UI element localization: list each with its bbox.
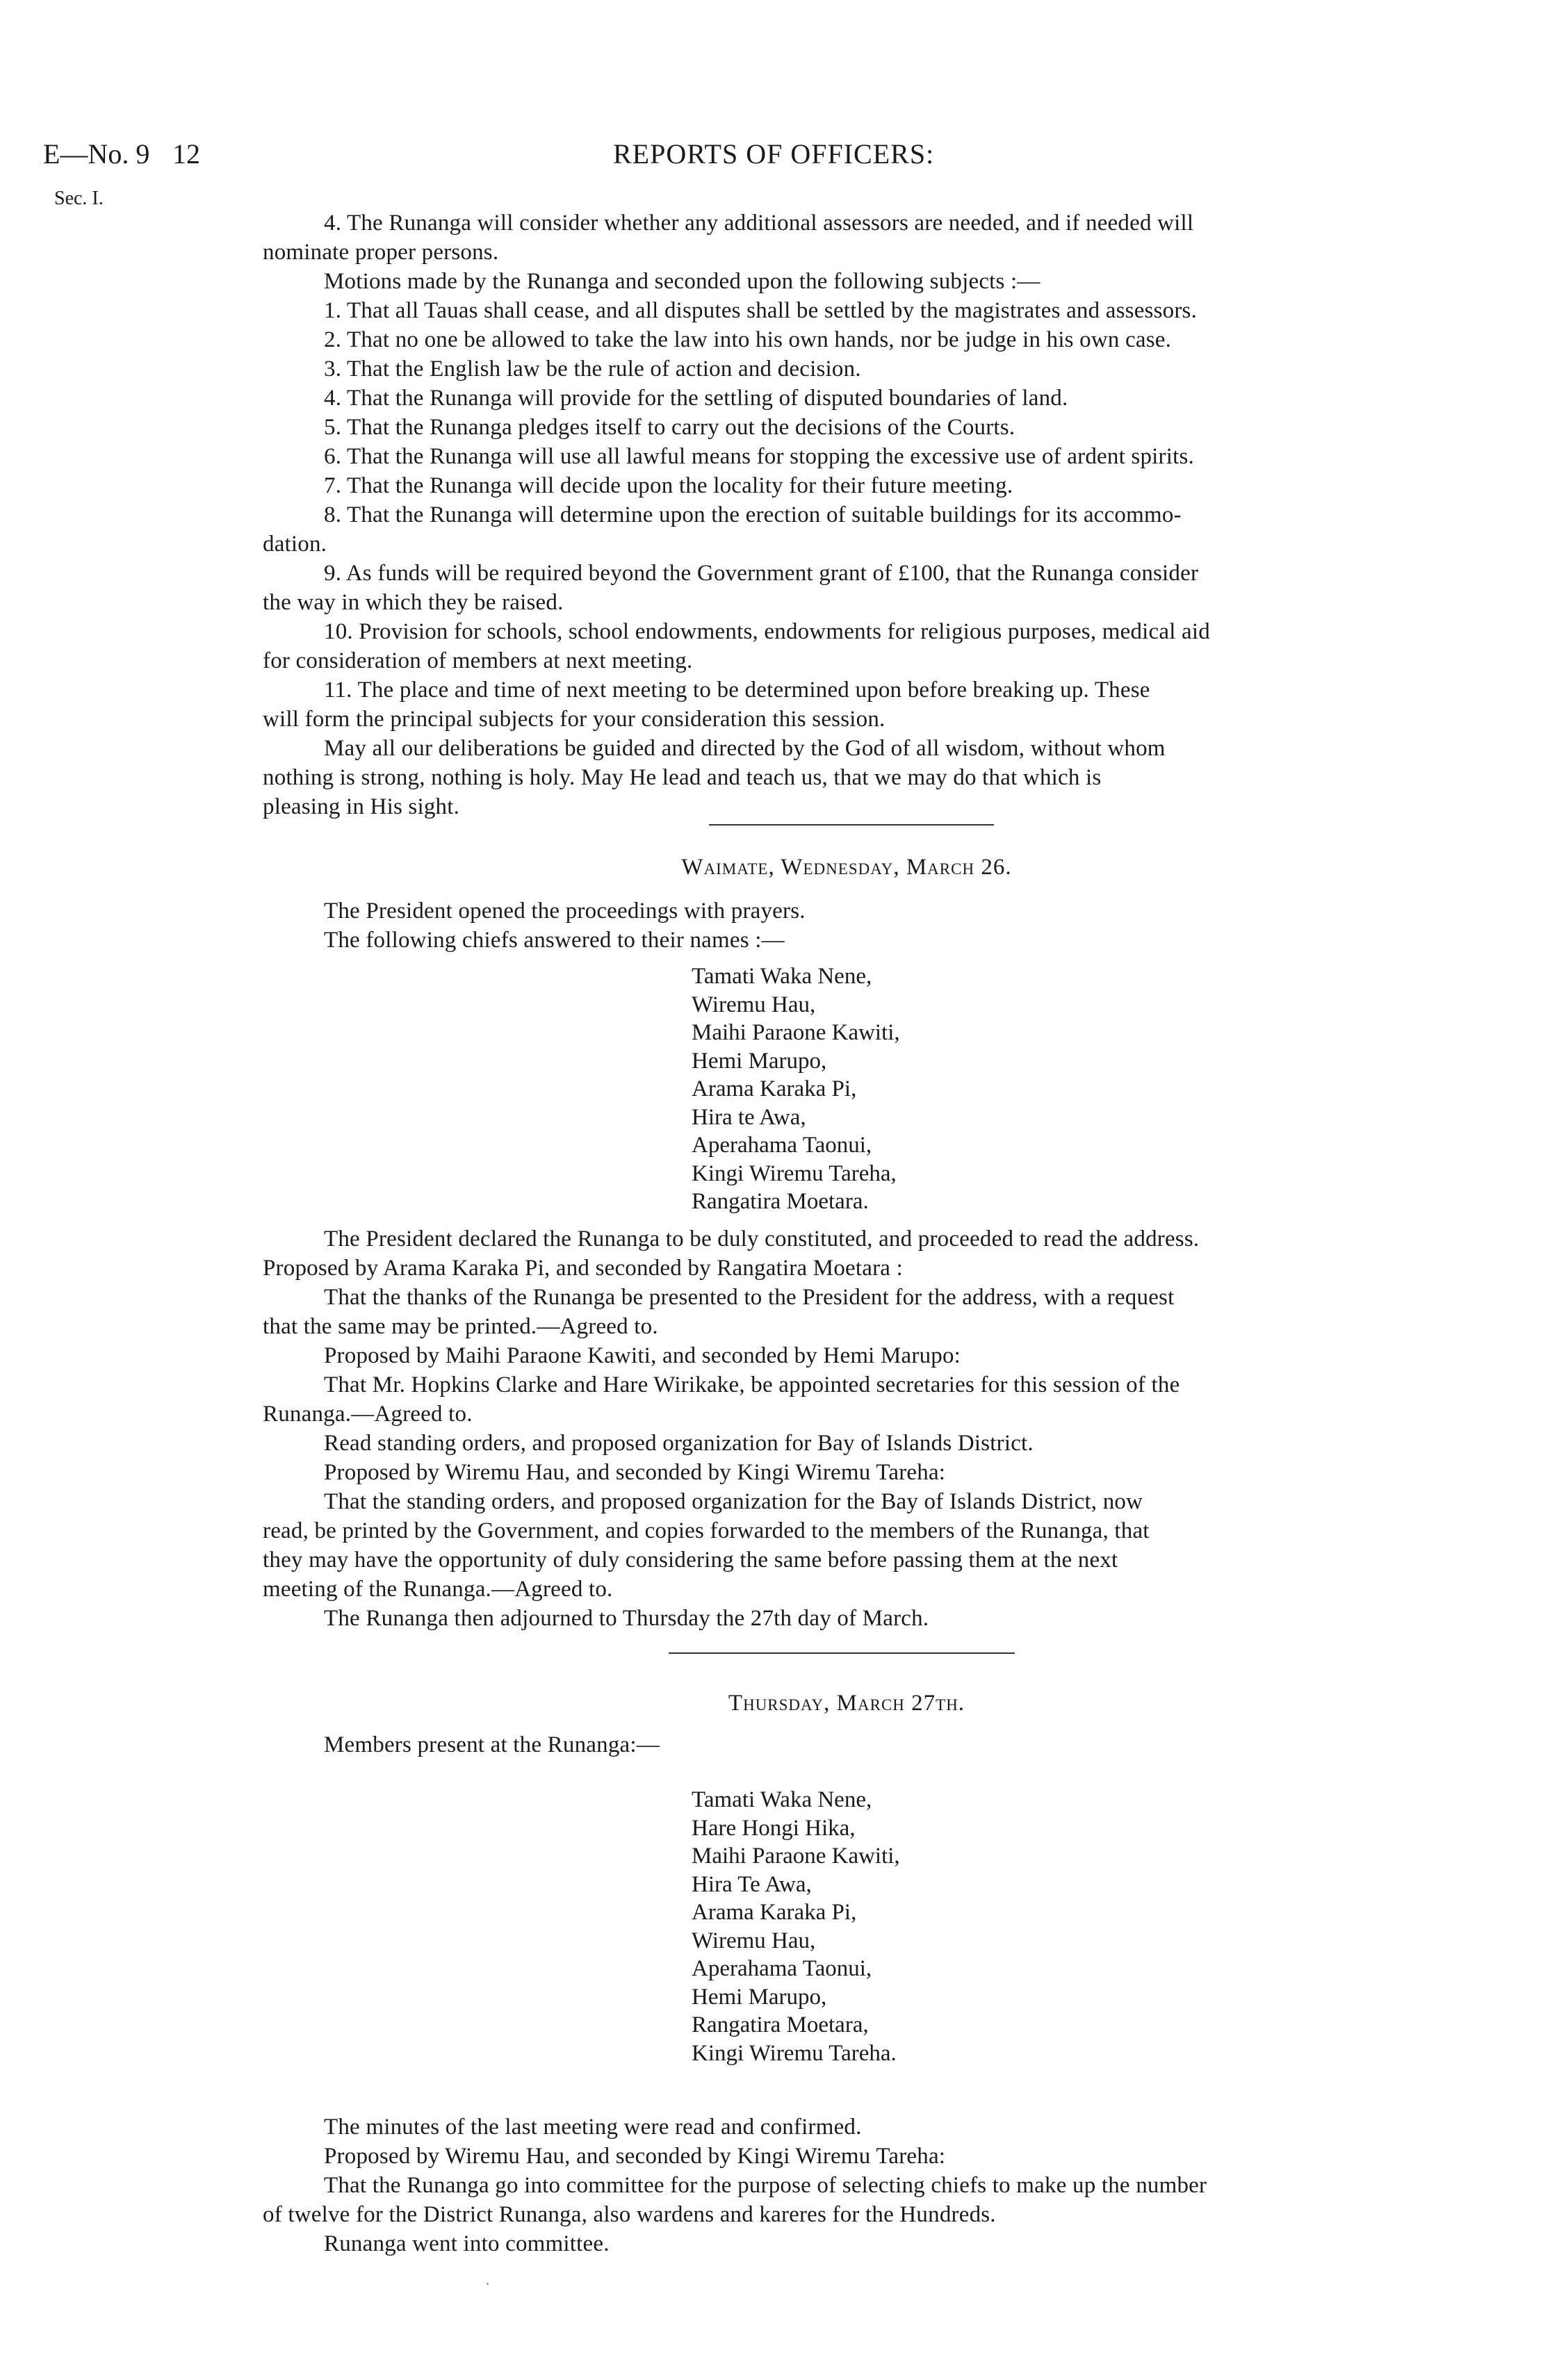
wednesday-para-5-line-2: Runanga.—Agreed to. xyxy=(263,1402,473,1427)
member-name: Kingi Wiremu Tareha. xyxy=(692,2040,897,2066)
wednesday-para-6: Read standing orders, and proposed organization for Bay of Islands District. xyxy=(324,1431,1034,1456)
closing-line-3: pleasing in His sight. xyxy=(263,794,460,819)
wednesday-para-8-line-2: read, be printed by the Government, and copies forwarded to the members of the Runanga, that xyxy=(263,1518,1150,1543)
thursday-para-1: The minutes of the last meeting were read and confirmed. xyxy=(324,2115,862,2140)
motion-11-line-2: will form the principal subjects for your consideration this session. xyxy=(263,707,885,732)
section-divider xyxy=(669,1652,1015,1654)
thursday-members-intro: Members present at the Runanga:— xyxy=(324,1732,660,1757)
member-name: Hemi Marupo, xyxy=(692,1984,827,2010)
wednesday-para-3-line-1: That the thanks of the Runanga be presented to the President for the address, with a request xyxy=(324,1285,1175,1310)
chief-name: Tamati Waka Nene, xyxy=(692,964,872,989)
thursday-para-3-line-1: That the Runanga go into committee for the purpose of selecting chiefs to make up the number xyxy=(324,2173,1207,2198)
chief-name: Maihi Paraone Kawiti, xyxy=(692,1020,900,1045)
item-4-line-2: nominate proper persons. xyxy=(263,240,499,265)
chief-name: Rangatira Moetara. xyxy=(692,1189,869,1214)
wednesday-para-7: Proposed by Wiremu Hau, and seconded by Kingi Wiremu Tareha: xyxy=(324,1460,946,1485)
wednesday-para-1: The President declared the Runanga to be duly constituted, and proceeded to read the address. xyxy=(324,1226,1200,1251)
motions-intro: Motions made by the Runanga and seconded upon the following subjects :— xyxy=(324,269,1040,294)
motion-10-line-2: for consideration of members at next meeting. xyxy=(263,648,693,673)
section-label: Sec. I. xyxy=(54,188,104,209)
motion-11-line-1: 11. The place and time of next meeting to be determined upon before breaking up. These xyxy=(324,678,1150,703)
page-number: 12 xyxy=(172,138,200,170)
thursday-proceedings xyxy=(263,2112,1430,2258)
wednesday-para-5-line-1: That Mr. Hopkins Clarke and Hare Wirikake, be appointed secretaries for this session of the xyxy=(324,1372,1180,1397)
closing-line-1: May all our deliberations be guided and directed by the God of all wisdom, without whom xyxy=(324,736,1166,761)
wednesday-para-4: Proposed by Maihi Paraone Kawiti, and seconded by Hemi Marupo: xyxy=(324,1343,961,1368)
wednesday-line-1: The President opened the proceedings with prayers. xyxy=(324,898,806,924)
motion-9-line-1: 9. As funds will be required beyond the Government grant of £100, that the Runanga consider xyxy=(324,561,1199,586)
wednesday-line-2: The following chiefs answered to their names :— xyxy=(324,928,785,953)
wednesday-para-8-line-1: That the standing orders, and proposed organization for the Bay of Islands District, now xyxy=(324,1489,1143,1514)
closing-line-2: nothing is strong, nothing is holy. May He lead and teach us, that we may do that which is xyxy=(263,765,1102,790)
document-number: E—No. 9 xyxy=(43,138,150,170)
thursday-para-4: Runanga went into committee. xyxy=(324,2231,610,2256)
thursday-para-3-line-2: of twelve for the District Runanga, also wardens and kareres for the Hundreds. xyxy=(263,2202,996,2227)
motion-9-line-2: the way in which they be raised. xyxy=(263,590,564,615)
motion-1: 1. That all Tauas shall cease, and all disputes shall be settled by the magistrates and assessors. xyxy=(324,298,1198,323)
motion-7: 7. That the Runanga will decide upon the locality for their future meeting. xyxy=(324,473,1013,498)
member-name: Rangatira Moetara, xyxy=(692,2012,869,2037)
wednesday-para-2: Proposed by Arama Karaka Pi, and seconded by Rangatira Moetara : xyxy=(263,1256,903,1281)
wednesday-para-3-line-2: that the same may be printed.—Agreed to. xyxy=(263,1314,658,1339)
wednesday-intro xyxy=(263,896,1430,955)
motion-2: 2. That no one be allowed to take the law into his own hands, nor be judge in his own case. xyxy=(324,327,1172,352)
thursday-heading: Thursday, March 27th. xyxy=(728,1691,965,1716)
wednesday-para-9: The Runanga then adjourned to Thursday the 27th day of March. xyxy=(324,1606,929,1631)
wednesday-heading: Waimate, Wednesday, March 26. xyxy=(681,855,1012,880)
chief-name: Wiremu Hau, xyxy=(692,992,816,1017)
thursday-intro xyxy=(263,1730,1430,1759)
member-name: Aperahama Taonui, xyxy=(692,1956,872,1981)
print-speck xyxy=(487,2283,489,2285)
member-name: Wiremu Hau, xyxy=(692,1928,816,1953)
section-divider xyxy=(709,824,994,826)
item-4-line-1: 4. The Runanga will consider whether any additional assessors are needed, and if needed will xyxy=(324,211,1194,236)
member-name: Maihi Paraone Kawiti, xyxy=(692,1844,900,1869)
chief-name: Arama Karaka Pi, xyxy=(692,1076,857,1101)
chief-name: Kingi Wiremu Tareha, xyxy=(692,1160,897,1186)
member-name: Tamati Waka Nene, xyxy=(692,1787,872,1812)
wednesday-proceedings xyxy=(263,1224,1430,1633)
wednesday-para-8-line-3: they may have the opportunity of duly considering the same before passing them at the next xyxy=(263,1548,1118,1573)
motion-10-line-1: 10. Provision for schools, school endowments, endowments for religious purposes, medical aid xyxy=(324,619,1210,644)
motion-4: 4. That the Runanga will provide for the settling of disputed boundaries of land. xyxy=(324,386,1068,411)
member-name: Hare Hongi Hika, xyxy=(692,1815,856,1841)
member-name: Arama Karaka Pi, xyxy=(692,1900,857,1925)
motion-3: 3. That the English law be the rule of action and decision. xyxy=(324,356,861,381)
thursday-members-list xyxy=(692,1786,900,2067)
chief-name: Aperahama Taonui, xyxy=(692,1133,872,1158)
member-name: Hira Te Awa, xyxy=(692,1871,812,1897)
motion-5: 5. That the Runanga pledges itself to carry out the decisions of the Courts. xyxy=(324,415,1015,440)
chief-name: Hemi Marupo, xyxy=(692,1048,827,1074)
motion-6: 6. That the Runanga will use all lawful means for stopping the excessive use of ardent spirits. xyxy=(324,444,1194,469)
opening-block xyxy=(263,208,1430,821)
running-title: REPORTS OF OFFICERS: xyxy=(613,138,935,170)
wednesday-chiefs-list xyxy=(692,962,900,1216)
thursday-para-2: Proposed by Wiremu Hau, and seconded by Kingi Wiremu Tareha: xyxy=(324,2144,946,2169)
motion-8-line-2: dation. xyxy=(263,532,327,557)
wednesday-para-8-line-4: meeting of the Runanga.—Agreed to. xyxy=(263,1577,613,1602)
motion-8-line-1: 8. That the Runanga will determine upon the erection of suitable buildings for its accommo- xyxy=(324,502,1182,527)
chief-name: Hira te Awa, xyxy=(692,1104,806,1130)
